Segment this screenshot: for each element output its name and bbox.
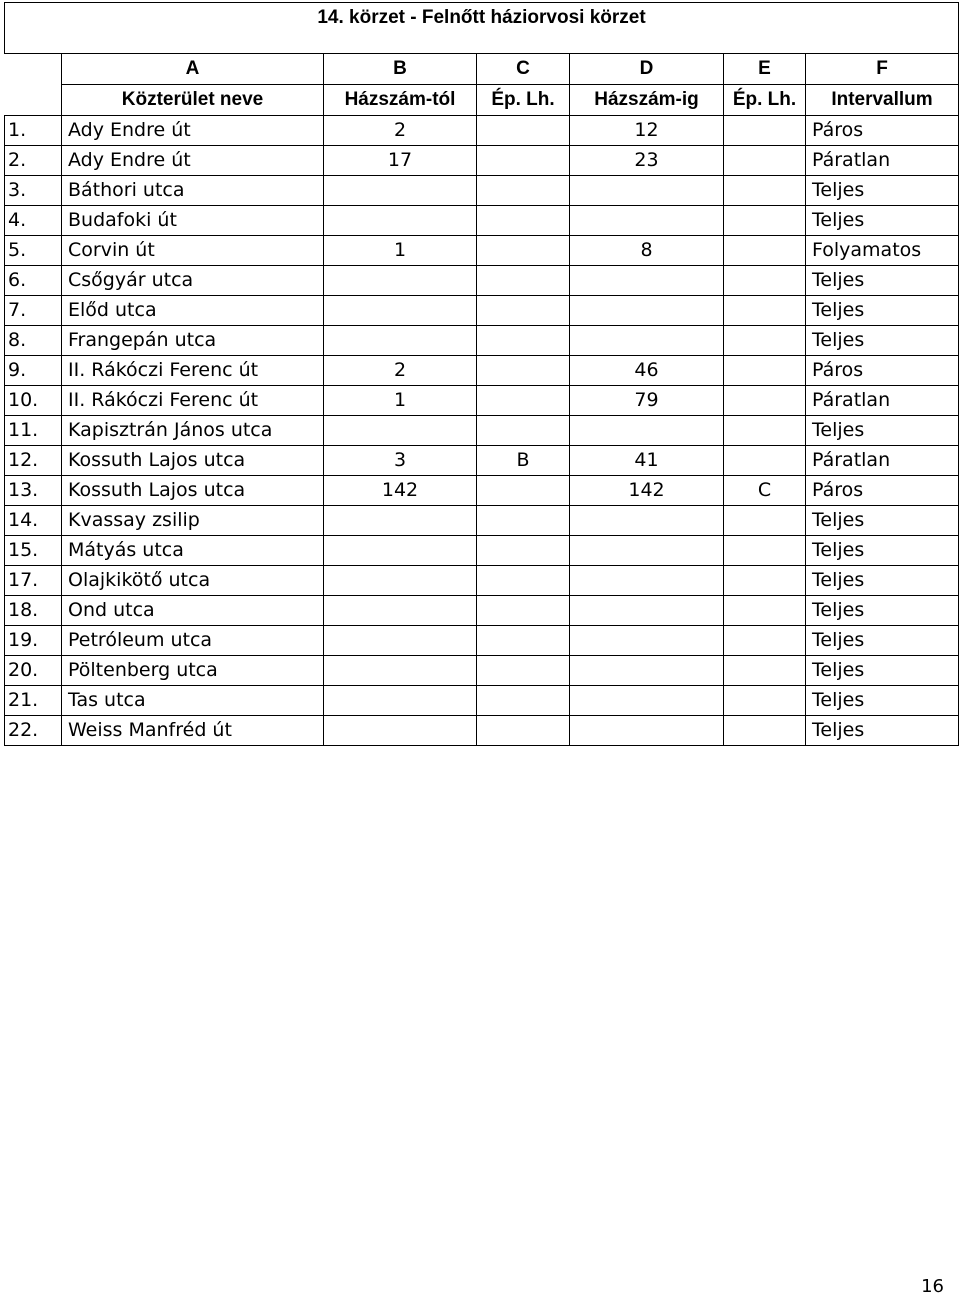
street-name-cell: II. Rákóczi Ferenc út	[62, 356, 324, 386]
building-to-cell	[724, 206, 806, 236]
row-number: 20.	[5, 656, 62, 686]
row-number: 15.	[5, 536, 62, 566]
building-from-cell	[477, 506, 570, 536]
column-letter: B	[324, 54, 477, 85]
street-name-cell: Corvin út	[62, 236, 324, 266]
house-from-cell	[324, 686, 477, 716]
interval-cell: Teljes	[806, 506, 959, 536]
building-from-cell	[477, 596, 570, 626]
interval-cell: Páros	[806, 476, 959, 506]
table-row	[5, 656, 959, 686]
row-number: 1.	[5, 116, 62, 146]
house-to-cell: 142	[570, 476, 724, 506]
row-number: 22.	[5, 716, 62, 746]
interval-cell: Teljes	[806, 626, 959, 656]
street-name-cell: Kvassay zsilip	[62, 506, 324, 536]
interval-cell: Teljes	[806, 176, 959, 206]
street-name-cell: Petróleum utca	[62, 626, 324, 656]
street-name-cell: Ady Endre út	[62, 146, 324, 176]
building-to-cell	[724, 506, 806, 536]
corner-cell	[5, 54, 62, 85]
building-to-cell	[724, 596, 806, 626]
table-row	[5, 146, 959, 176]
house-to-cell: 79	[570, 386, 724, 416]
row-number: 14.	[5, 506, 62, 536]
street-name-cell: Kossuth Lajos utca	[62, 446, 324, 476]
street-name-cell: Mátyás utca	[62, 536, 324, 566]
column-letter: D	[570, 54, 724, 85]
building-to-cell	[724, 416, 806, 446]
house-from-cell	[324, 206, 477, 236]
interval-cell: Teljes	[806, 596, 959, 626]
building-from-cell	[477, 266, 570, 296]
row-number: 21.	[5, 686, 62, 716]
table-row	[5, 236, 959, 266]
building-from-cell	[477, 176, 570, 206]
interval-cell: Páratlan	[806, 446, 959, 476]
column-header: Házszám-ig	[570, 85, 724, 116]
table-row	[5, 566, 959, 596]
row-number: 17.	[5, 566, 62, 596]
house-to-cell	[570, 686, 724, 716]
street-name-cell: Olajkikötő utca	[62, 566, 324, 596]
street-name-cell: Kossuth Lajos utca	[62, 476, 324, 506]
row-number: 19.	[5, 626, 62, 656]
title-row	[5, 3, 959, 54]
street-name-cell: Frangepán utca	[62, 326, 324, 356]
table-row	[5, 356, 959, 386]
street-name-cell: Kapisztrán János utca	[62, 416, 324, 446]
house-to-cell	[570, 566, 724, 596]
table-row	[5, 506, 959, 536]
interval-cell: Teljes	[806, 686, 959, 716]
building-to-cell	[724, 626, 806, 656]
table-row	[5, 446, 959, 476]
building-to-cell	[724, 536, 806, 566]
building-to-cell	[724, 326, 806, 356]
column-header: Házszám-tól	[324, 85, 477, 116]
building-from-cell	[477, 116, 570, 146]
street-name-cell: Ady Endre út	[62, 116, 324, 146]
house-to-cell: 8	[570, 236, 724, 266]
house-from-cell	[324, 566, 477, 596]
street-name-cell: Weiss Manfréd út	[62, 716, 324, 746]
interval-cell: Teljes	[806, 206, 959, 236]
column-letter: F	[806, 54, 959, 85]
house-from-cell	[324, 536, 477, 566]
building-to-cell	[724, 296, 806, 326]
interval-cell: Teljes	[806, 716, 959, 746]
house-to-cell: 23	[570, 146, 724, 176]
row-number: 5.	[5, 236, 62, 266]
interval-cell: Teljes	[806, 296, 959, 326]
column-header: Intervallum	[806, 85, 959, 116]
table-row	[5, 386, 959, 416]
column-letter-row	[5, 54, 959, 85]
interval-cell: Páratlan	[806, 146, 959, 176]
page-title: 14. körzet - Felnőtt háziorvosi körzet	[5, 3, 959, 54]
table-row	[5, 116, 959, 146]
house-from-cell	[324, 266, 477, 296]
row-number: 13.	[5, 476, 62, 506]
house-to-cell	[570, 416, 724, 446]
interval-cell: Teljes	[806, 656, 959, 686]
house-to-cell	[570, 536, 724, 566]
street-name-cell: II. Rákóczi Ferenc út	[62, 386, 324, 416]
house-from-cell	[324, 176, 477, 206]
table-row	[5, 296, 959, 326]
house-from-cell	[324, 626, 477, 656]
interval-cell: Folyamatos	[806, 236, 959, 266]
building-from-cell	[477, 716, 570, 746]
house-from-cell	[324, 716, 477, 746]
table-row	[5, 326, 959, 356]
house-to-cell	[570, 656, 724, 686]
interval-cell: Teljes	[806, 266, 959, 296]
street-name-cell: Ond utca	[62, 596, 324, 626]
building-to-cell	[724, 266, 806, 296]
house-from-cell	[324, 596, 477, 626]
house-from-cell: 1	[324, 386, 477, 416]
page-number: 16	[921, 1276, 944, 1297]
house-from-cell	[324, 416, 477, 446]
corner-cell	[5, 85, 62, 116]
house-from-cell	[324, 296, 477, 326]
row-number: 4.	[5, 206, 62, 236]
street-name-cell: Előd utca	[62, 296, 324, 326]
row-number: 7.	[5, 296, 62, 326]
house-to-cell	[570, 716, 724, 746]
building-to-cell	[724, 116, 806, 146]
district-table	[4, 2, 959, 746]
column-letter: C	[477, 54, 570, 85]
interval-cell: Páros	[806, 116, 959, 146]
building-from-cell	[477, 236, 570, 266]
building-from-cell	[477, 146, 570, 176]
column-letter: E	[724, 54, 806, 85]
interval-cell: Páratlan	[806, 386, 959, 416]
building-to-cell	[724, 386, 806, 416]
row-number: 6.	[5, 266, 62, 296]
interval-cell: Teljes	[806, 416, 959, 446]
building-from-cell	[477, 356, 570, 386]
building-to-cell	[724, 656, 806, 686]
row-number: 18.	[5, 596, 62, 626]
house-from-cell	[324, 326, 477, 356]
house-from-cell: 17	[324, 146, 477, 176]
house-to-cell: 46	[570, 356, 724, 386]
table-row	[5, 266, 959, 296]
building-from-cell: B	[477, 446, 570, 476]
table-row	[5, 176, 959, 206]
building-to-cell	[724, 146, 806, 176]
column-header-row	[5, 85, 959, 116]
house-to-cell	[570, 626, 724, 656]
building-to-cell	[724, 566, 806, 596]
house-to-cell	[570, 596, 724, 626]
column-header: Ép. Lh.	[477, 85, 570, 116]
row-number: 11.	[5, 416, 62, 446]
building-to-cell	[724, 356, 806, 386]
street-name-cell: Csőgyár utca	[62, 266, 324, 296]
house-to-cell	[570, 296, 724, 326]
house-to-cell	[570, 176, 724, 206]
table-row	[5, 626, 959, 656]
house-from-cell	[324, 656, 477, 686]
house-to-cell	[570, 206, 724, 236]
building-from-cell	[477, 566, 570, 596]
house-to-cell	[570, 326, 724, 356]
building-to-cell	[724, 446, 806, 476]
table-row	[5, 476, 959, 506]
row-number: 2.	[5, 146, 62, 176]
street-name-cell: Budafoki út	[62, 206, 324, 236]
house-from-cell: 1	[324, 236, 477, 266]
building-from-cell	[477, 686, 570, 716]
row-number: 3.	[5, 176, 62, 206]
row-number: 10.	[5, 386, 62, 416]
building-from-cell	[477, 476, 570, 506]
house-from-cell	[324, 506, 477, 536]
building-from-cell	[477, 626, 570, 656]
building-to-cell	[724, 236, 806, 266]
house-to-cell: 41	[570, 446, 724, 476]
building-to-cell	[724, 686, 806, 716]
table-row	[5, 206, 959, 236]
house-from-cell: 2	[324, 116, 477, 146]
building-from-cell	[477, 296, 570, 326]
row-number: 12.	[5, 446, 62, 476]
house-from-cell: 2	[324, 356, 477, 386]
street-name-cell: Pöltenberg utca	[62, 656, 324, 686]
house-from-cell: 3	[324, 446, 477, 476]
row-number: 8.	[5, 326, 62, 356]
table-row	[5, 686, 959, 716]
row-number: 9.	[5, 356, 62, 386]
interval-cell: Páros	[806, 356, 959, 386]
building-to-cell	[724, 716, 806, 746]
street-name-cell: Báthori utca	[62, 176, 324, 206]
column-header: Ép. Lh.	[724, 85, 806, 116]
building-from-cell	[477, 326, 570, 356]
building-to-cell: C	[724, 476, 806, 506]
building-from-cell	[477, 656, 570, 686]
building-from-cell	[477, 386, 570, 416]
table-row	[5, 596, 959, 626]
table-row	[5, 536, 959, 566]
house-to-cell	[570, 506, 724, 536]
table-row	[5, 416, 959, 446]
column-letter: A	[62, 54, 324, 85]
table-row	[5, 716, 959, 746]
building-from-cell	[477, 416, 570, 446]
house-to-cell	[570, 266, 724, 296]
building-from-cell	[477, 536, 570, 566]
street-name-cell: Tas utca	[62, 686, 324, 716]
interval-cell: Teljes	[806, 566, 959, 596]
interval-cell: Teljes	[806, 326, 959, 356]
building-to-cell	[724, 176, 806, 206]
column-header: Közterület neve	[62, 85, 324, 116]
interval-cell: Teljes	[806, 536, 959, 566]
house-to-cell: 12	[570, 116, 724, 146]
building-from-cell	[477, 206, 570, 236]
house-from-cell: 142	[324, 476, 477, 506]
